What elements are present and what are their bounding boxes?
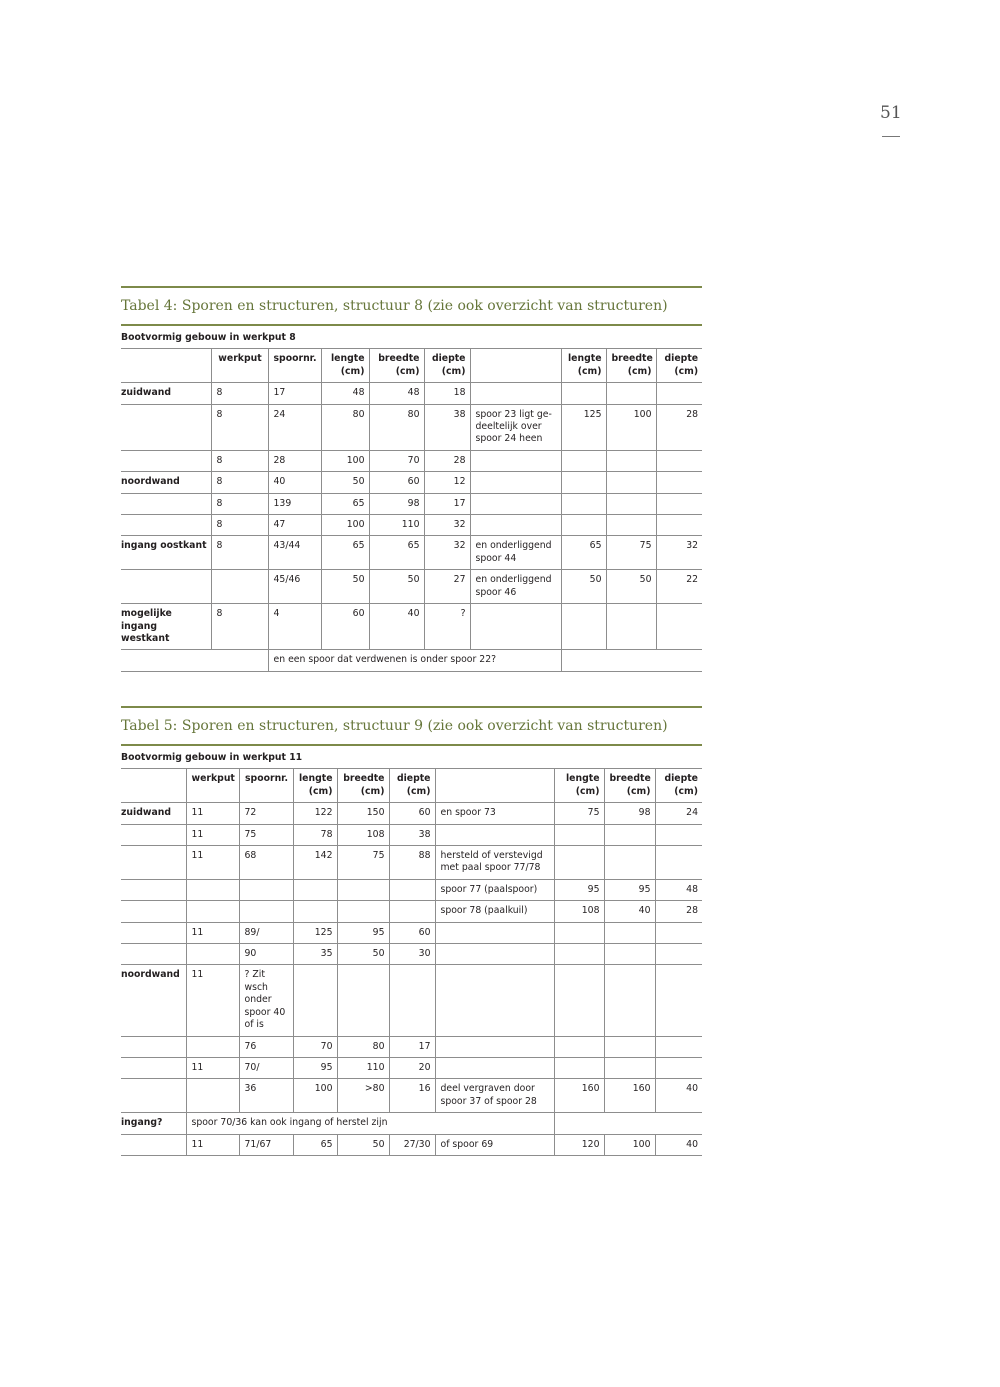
table-cell: 11: [186, 922, 239, 943]
table-cell: [435, 922, 554, 943]
table-cell: hersteld of verstevigd met paal spoor 77/78: [435, 846, 554, 880]
table-cell: 95: [293, 1057, 337, 1078]
table-cell: 125: [293, 922, 337, 943]
table-cell: [561, 383, 606, 404]
table-cell: 100: [321, 515, 369, 536]
table-cell: [121, 1057, 186, 1078]
table-cell: 50: [369, 570, 424, 604]
table-cell: spoor 77 (paalspoor): [435, 879, 554, 900]
column-header: [470, 349, 561, 383]
table-cell: 17: [268, 383, 321, 404]
table-cell: ?: [424, 604, 470, 650]
table-cell: 70: [369, 450, 424, 471]
table-cell: 28: [656, 404, 702, 450]
table-cell: 32: [656, 536, 702, 570]
table-cell: 32: [424, 536, 470, 570]
table-cell: 4: [268, 604, 321, 650]
table-5-caption: Tabel 5: Sporen en structuren, structuur 9 (zie ook overzicht van structuren): [121, 718, 668, 734]
table-row: [121, 1134, 702, 1155]
table-cell: [470, 493, 561, 514]
table-cell: [337, 965, 389, 1036]
table-cell: Bootvormig gebouw in werkput 8: [121, 326, 702, 349]
table-row: [121, 1057, 702, 1078]
table-cell: 50: [321, 570, 369, 604]
table-cell: [655, 824, 702, 845]
table-cell: 150: [337, 803, 389, 824]
table-cell: 35: [293, 944, 337, 965]
table-cell: en een spoor dat verdwenen is onder spoor 22?: [268, 650, 561, 671]
column-header: diepte (cm): [389, 769, 435, 803]
table-cell: 8: [211, 493, 268, 514]
table-cell: 30: [389, 944, 435, 965]
table-cell: 98: [369, 493, 424, 514]
table-cell: 75: [606, 536, 656, 570]
table-cell: 40: [268, 472, 321, 493]
table-cell: 100: [606, 404, 656, 450]
column-header: breedte (cm): [337, 769, 389, 803]
table-cell: 40: [655, 1134, 702, 1155]
table-row-ingang: [121, 1113, 702, 1134]
table-cell: [186, 1036, 239, 1057]
table-cell: 16: [389, 1079, 435, 1113]
table-cell: [121, 824, 186, 845]
table-cell: [435, 1057, 554, 1078]
table-cell: 108: [337, 824, 389, 845]
table-cell: spoor 78 (paalkuil): [435, 901, 554, 922]
table-cell: 100: [321, 450, 369, 471]
table-cell: 8: [211, 536, 268, 570]
table-cell: 65: [369, 536, 424, 570]
table-cell: of spoor 69: [435, 1134, 554, 1155]
table-cell: [604, 922, 655, 943]
table-cell: [655, 922, 702, 943]
table-cell: 38: [389, 824, 435, 845]
table-cell: [554, 944, 604, 965]
table-cell: [604, 944, 655, 965]
table-cell: [470, 472, 561, 493]
table-cell: ingang oostkant: [121, 536, 211, 570]
table-cell: [121, 1036, 186, 1057]
table-cell: 65: [561, 536, 606, 570]
column-header: lengte (cm): [554, 769, 604, 803]
table-cell: 11: [186, 1134, 239, 1155]
column-header: [435, 769, 554, 803]
table-cell: 68: [239, 846, 293, 880]
table-cell: 160: [554, 1079, 604, 1113]
table-cell: 60: [389, 922, 435, 943]
table-cell: 120: [554, 1134, 604, 1155]
table-cell: [470, 383, 561, 404]
table-5-block: [121, 706, 702, 1156]
column-header: diepte (cm): [656, 349, 702, 383]
column-header: lengte (cm): [321, 349, 369, 383]
table-cell: 38: [424, 404, 470, 450]
table-cell: mogelijke ingang westkant: [121, 604, 211, 650]
table-cell: [561, 472, 606, 493]
table-cell: [337, 901, 389, 922]
table-cell: Bootvormig gebouw in werkput 11: [121, 746, 702, 769]
table-cell: en onderliggend spoor 44: [470, 536, 561, 570]
table-cell: >80: [337, 1079, 389, 1113]
table-cell: [554, 846, 604, 880]
table-row: [121, 824, 702, 845]
table-cell: [121, 570, 211, 604]
table-cell: [554, 922, 604, 943]
table-cell: en spoor 73: [435, 803, 554, 824]
table-5: [121, 746, 702, 1156]
table-cell: 75: [554, 803, 604, 824]
table-4-block: [121, 286, 702, 672]
table-cell: 36: [239, 1079, 293, 1113]
table-row: [121, 1036, 702, 1057]
column-header: diepte (cm): [424, 349, 470, 383]
table-cell: [121, 879, 186, 900]
table-cell: 11: [186, 846, 239, 880]
table-cell: [186, 901, 239, 922]
table-cell: [121, 404, 211, 450]
table-cell: zuidwand: [121, 803, 186, 824]
table-cell: 60: [369, 472, 424, 493]
table-cell: [293, 879, 337, 900]
table-row: [121, 536, 702, 570]
table-cell: 80: [321, 404, 369, 450]
table-cell: 65: [321, 536, 369, 570]
table-cell: 24: [268, 404, 321, 450]
table-cell: [606, 472, 656, 493]
table-header-row: [121, 769, 702, 803]
table-cell: 28: [655, 901, 702, 922]
table-cell: [561, 493, 606, 514]
table-cell: 8: [211, 472, 268, 493]
table-cell: [554, 824, 604, 845]
table-cell: [211, 570, 268, 604]
table-row: [121, 570, 702, 604]
table-cell: 95: [604, 879, 655, 900]
table-row: [121, 901, 702, 922]
table-cell: 110: [369, 515, 424, 536]
table-cell: [186, 1079, 239, 1113]
table-subtitle-row: [121, 746, 702, 769]
table-cell: [435, 824, 554, 845]
table-cell: 24: [655, 803, 702, 824]
table-cell: [389, 965, 435, 1036]
table-cell: [121, 944, 186, 965]
table-cell: [121, 1079, 186, 1113]
table-row: [121, 965, 702, 1036]
table-cell: [186, 879, 239, 900]
table-cell: 110: [337, 1057, 389, 1078]
table-cell: [606, 493, 656, 514]
table-cell: 18: [424, 383, 470, 404]
table-cell: [554, 1057, 604, 1078]
table-cell: [337, 879, 389, 900]
table-cell: 11: [186, 1057, 239, 1078]
table-cell: 88: [389, 846, 435, 880]
table-cell: [121, 515, 211, 536]
table-cell: 75: [337, 846, 389, 880]
table-row: [121, 944, 702, 965]
table-cell: [121, 846, 186, 880]
table-cell: 8: [211, 383, 268, 404]
table-cell: [561, 450, 606, 471]
table-cell: 50: [321, 472, 369, 493]
table-cell: [656, 383, 702, 404]
table-cell: [656, 604, 702, 650]
table-cell: [121, 1134, 186, 1155]
table-cell: [604, 846, 655, 880]
table-cell: [606, 450, 656, 471]
table-cell: 72: [239, 803, 293, 824]
table-cell: [561, 604, 606, 650]
table-cell: [239, 879, 293, 900]
table-cell: [655, 944, 702, 965]
column-header: breedte (cm): [606, 349, 656, 383]
table-cell: [604, 1057, 655, 1078]
table-cell: 12: [424, 472, 470, 493]
table-cell: 50: [606, 570, 656, 604]
table-cell: 28: [268, 450, 321, 471]
table-row: [121, 450, 702, 471]
table-4: [121, 326, 702, 672]
page-number-rule: [882, 136, 900, 137]
table-row: [121, 879, 702, 900]
table-cell: [656, 472, 702, 493]
table-cell: 70: [293, 1036, 337, 1057]
table-cell: [655, 1036, 702, 1057]
table-cell: 100: [293, 1079, 337, 1113]
table-cell: 20: [389, 1057, 435, 1078]
table-cell: 75: [239, 824, 293, 845]
column-header: lengte (cm): [293, 769, 337, 803]
table-cell: [435, 1036, 554, 1057]
table-cell: 60: [389, 803, 435, 824]
table-cell: 40: [369, 604, 424, 650]
table-cell: [655, 965, 702, 1036]
table-cell: 11: [186, 824, 239, 845]
table-cell: 65: [321, 493, 369, 514]
table-cell: 78: [293, 824, 337, 845]
table-cell: spoor 23 ligt ge-deeltelijk over spoor 24 heen: [470, 404, 561, 450]
table-cell: [606, 604, 656, 650]
table-cell: [656, 450, 702, 471]
table-cell: 89/: [239, 922, 293, 943]
table-cell: deel vergraven door spoor 37 of spoor 28: [435, 1079, 554, 1113]
column-header: [121, 769, 186, 803]
table-cell: 90: [239, 944, 293, 965]
table-cell: 28: [424, 450, 470, 471]
table-cell: 65: [293, 1134, 337, 1155]
table-cell: 50: [337, 944, 389, 965]
table-row: [121, 493, 702, 514]
table-cell: 50: [337, 1134, 389, 1155]
table-cell: [554, 1036, 604, 1057]
table-cell: 22: [656, 570, 702, 604]
table-cell: noordwand: [121, 472, 211, 493]
page-number: 51: [880, 103, 902, 123]
table-cell: 27/30: [389, 1134, 435, 1155]
column-header: [121, 349, 211, 383]
table-row: [121, 922, 702, 943]
table-cell: spoor 70/36 kan ook ingang of herstel zijn: [186, 1113, 554, 1134]
table-cell: 11: [186, 965, 239, 1036]
table-cell: [239, 901, 293, 922]
table-cell: [606, 515, 656, 536]
table-row: [121, 1079, 702, 1113]
table-cell: [470, 604, 561, 650]
table-cell: ? Zit wsch onder spoor 40 of is: [239, 965, 293, 1036]
table-cell: [655, 846, 702, 880]
table-cell: 100: [604, 1134, 655, 1155]
table-cell: 17: [389, 1036, 435, 1057]
column-header: breedte (cm): [604, 769, 655, 803]
column-header: lengte (cm): [561, 349, 606, 383]
table-cell: [435, 944, 554, 965]
table-cell: 8: [211, 404, 268, 450]
table-cell: 71/67: [239, 1134, 293, 1155]
table-cell: 125: [561, 404, 606, 450]
table-cell: [561, 515, 606, 536]
table-cell: 95: [337, 922, 389, 943]
table-cell: [186, 944, 239, 965]
table-cell: [121, 922, 186, 943]
table-cell: [604, 1036, 655, 1057]
table-row: [121, 472, 702, 493]
column-header: werkput: [211, 349, 268, 383]
table-cell: 40: [604, 901, 655, 922]
table-cell: 8: [211, 604, 268, 650]
table-cell: 48: [321, 383, 369, 404]
table-cell: ingang?: [121, 1113, 186, 1134]
table-cell: [121, 650, 268, 671]
table-cell: [655, 1057, 702, 1078]
table-row: [121, 404, 702, 450]
table-cell: [554, 1113, 702, 1134]
table-cell: 98: [604, 803, 655, 824]
table-cell: 45/46: [268, 570, 321, 604]
table-cell: 139: [268, 493, 321, 514]
table-cell: 32: [424, 515, 470, 536]
table-cell: [389, 901, 435, 922]
table-subtitle-row: [121, 326, 702, 349]
table-cell: 142: [293, 846, 337, 880]
table-cell: 160: [604, 1079, 655, 1113]
table-cell: 17: [424, 493, 470, 514]
table-cell: 60: [321, 604, 369, 650]
table-cell: [656, 515, 702, 536]
column-header: breedte (cm): [369, 349, 424, 383]
table-cell: 27: [424, 570, 470, 604]
table-footnote-row: [121, 650, 702, 671]
table-cell: 8: [211, 450, 268, 471]
table-cell: [604, 824, 655, 845]
column-header: werkput: [186, 769, 239, 803]
table-cell: [121, 901, 186, 922]
table-row: [121, 604, 702, 650]
table-cell: 11: [186, 803, 239, 824]
table-cell: 8: [211, 515, 268, 536]
table-cell: [293, 965, 337, 1036]
table-cell: [121, 493, 211, 514]
table-cell: zuidwand: [121, 383, 211, 404]
table-4-caption: Tabel 4: Sporen en structuren, structuur 8 (zie ook overzicht van structuren): [121, 298, 668, 314]
table-cell: [470, 450, 561, 471]
table-cell: [606, 383, 656, 404]
table-cell: 108: [554, 901, 604, 922]
table-cell: [561, 650, 702, 671]
table-cell: noordwand: [121, 965, 186, 1036]
column-header: diepte (cm): [655, 769, 702, 803]
table-cell: [554, 965, 604, 1036]
table-cell: en onderliggend spoor 46: [470, 570, 561, 604]
table-cell: 70/: [239, 1057, 293, 1078]
table-cell: 48: [655, 879, 702, 900]
table-cell: [389, 879, 435, 900]
table-row: [121, 803, 702, 824]
table-cell: 43/44: [268, 536, 321, 570]
table-cell: [604, 965, 655, 1036]
table-cell: 80: [369, 404, 424, 450]
table-cell: [121, 450, 211, 471]
table-cell: 48: [369, 383, 424, 404]
table-cell: 40: [655, 1079, 702, 1113]
table-cell: 76: [239, 1036, 293, 1057]
table-cell: [470, 515, 561, 536]
table-cell: [656, 493, 702, 514]
table-cell: 80: [337, 1036, 389, 1057]
table-row: [121, 515, 702, 536]
table-cell: 95: [554, 879, 604, 900]
column-header: spoornr.: [239, 769, 293, 803]
table-header-row: [121, 349, 702, 383]
table-cell: 122: [293, 803, 337, 824]
table-cell: 50: [561, 570, 606, 604]
table-row: [121, 846, 702, 880]
table-cell: [293, 901, 337, 922]
column-header: spoornr.: [268, 349, 321, 383]
table-row: [121, 383, 702, 404]
table-cell: 47: [268, 515, 321, 536]
table-cell: [435, 965, 554, 1036]
